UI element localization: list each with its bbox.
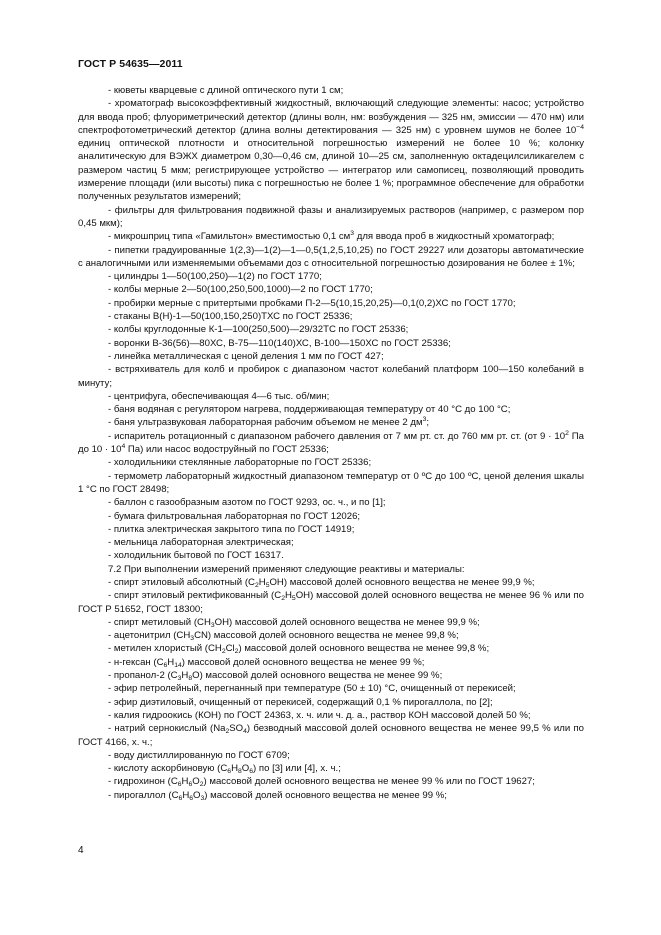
- paragraph-p08: [78, 297, 584, 310]
- paragraph-p25: [78, 563, 584, 576]
- paragraph-p02: [78, 97, 584, 203]
- subscript: 6: [188, 781, 193, 789]
- text-run: - мельница лабораторная электрическая;: [108, 537, 294, 549]
- subscript: 5: [291, 595, 296, 603]
- text-run: H: [181, 670, 189, 682]
- paragraph-p37: [78, 749, 584, 762]
- text-run: - центрифуга, обеспечивающая 4—6 тыс. об/мин;: [108, 390, 330, 402]
- text-run: - спирт этиловый ректификованный (C: [108, 590, 282, 602]
- text-run: OH) массовой долей основного вещества не менее 99,9 %;: [214, 616, 480, 628]
- document-header: ГОСТ Р 54635—2011: [78, 58, 183, 70]
- text-run: ) массовой долей основного вещества не менее 99 % или по ГОСТ 19627;: [203, 776, 535, 788]
- subscript: 6: [163, 661, 168, 669]
- text-run: CN) массовой долей основного вещества не менее 99,8 %;: [194, 630, 459, 642]
- paragraph-p33: [78, 682, 584, 695]
- subscript: 2: [254, 581, 259, 589]
- subscript: 4: [243, 728, 247, 736]
- text-run: Па) или насос водоструйный по ГОСТ 25336;: [125, 444, 329, 456]
- text-run: - испаритель ротационный с диапазоном рабочего давления от 7 мм рт. ст. до 760 мм рт. ст. (от 9 · 10: [108, 430, 566, 442]
- text-run: H: [167, 656, 175, 668]
- text-run: - баллон с газообразным азотом по ГОСТ 9293, ос. ч., и по [1];: [108, 497, 386, 509]
- text-run: H: [181, 776, 189, 788]
- text-run: SO: [229, 723, 244, 735]
- text-run: ) массовой долей основного вещества не менее 99 %;: [181, 656, 425, 668]
- paragraph-p07: [78, 283, 584, 296]
- text-run: O: [241, 763, 250, 775]
- paragraph-p05: [78, 244, 584, 271]
- paragraph-p30: [78, 642, 584, 655]
- paragraph-p24: [78, 549, 584, 562]
- page-number: 4: [78, 845, 84, 856]
- text-run: Cl: [225, 643, 235, 655]
- paragraph-p19: [78, 470, 584, 497]
- subscript: 2: [234, 648, 239, 656]
- subscript: 6: [189, 794, 194, 802]
- paragraph-p34: [78, 696, 584, 709]
- subscript: 2: [221, 648, 226, 656]
- text-run: - спирт метиловый (CH: [108, 616, 211, 628]
- text-run: O: [192, 776, 200, 788]
- text-run: ) массовой долей основного вещества не менее 99,8 %;: [238, 643, 490, 655]
- paragraph-p27: [78, 589, 584, 616]
- text-run: - кислоту аскорбиновую (C: [108, 763, 228, 775]
- text-run: - стаканы В(Н)-1—50(100,150,250)ТХС по ГОСТ 25336;: [108, 311, 353, 323]
- text-run: - хроматограф высокоэффективный жидкостный, включающий следующие элементы: насос; устройство для ввода проб; флуориметрический детектор (длины волн, нм: возбуждения — 325 нм, эмиссии — 470 нм) или спектрофотометрический детектор (длина волны детектирования — 325 нм) с уровнем шумов не более 10: [78, 98, 584, 136]
- text-run: - микрошприц типа «Гамильтон» вместимостью 0,1 см: [108, 231, 351, 243]
- text-run: - колбы круглодонные К-1—100(250,500)—29/32ТС по ГОСТ 25336;: [108, 324, 409, 336]
- text-run: - плитка электрическая закрытого типа по ГОСТ 14919;: [108, 523, 355, 535]
- text-run: - колбы мерные 2—50(100,250,500,1000)—2 по ГОСТ 1770;: [108, 284, 373, 296]
- paragraph-p09: [78, 310, 584, 323]
- text-run: O) массовой долей основного вещества не менее 99 %;: [192, 670, 443, 682]
- text-run: ) по [3] или [4], х. ч.;: [253, 763, 341, 775]
- paragraph-p28: [78, 616, 584, 629]
- text-run: - бумага фильтровальная лабораторная по ГОСТ 12026;: [108, 510, 361, 522]
- paragraph-p01: [78, 84, 584, 97]
- paragraph-p06: [78, 270, 584, 283]
- paragraph-p31: [78, 656, 584, 669]
- text-run: - баня ультразвуковая лабораторная рабочим объемом не менее 2 дм: [108, 417, 423, 429]
- text-run: 7.2 При выполнении измерений применяют следующие реактивы и материалы:: [108, 563, 465, 575]
- text-run: - воду дистиллированную по ГОСТ 6709;: [108, 749, 290, 761]
- text-run: - н-гексан (C: [108, 656, 164, 668]
- text-run: - гидрохинон (C: [108, 776, 178, 788]
- subscript: 2: [281, 595, 285, 603]
- subscript: 2: [199, 781, 204, 789]
- subscript: 3: [190, 635, 195, 643]
- text-run: ) массовой долей основного вещества не менее 99 %;: [204, 789, 447, 801]
- paragraph-p14: [78, 390, 584, 403]
- text-run: - линейка металлическая с ценой деления 1 мм по ГОСТ 427;: [108, 350, 384, 362]
- text-run: - встряхиватель для колб и пробирок с диапазоном частот колебаний платформ 100—150 колебаний в минуту;: [78, 364, 584, 389]
- text-run: - баня водяная с регулятором нагрева, поддерживающая температуру от 40 °С до 100 °С;: [108, 404, 511, 416]
- text-run: Па до 10 · 10: [78, 430, 584, 456]
- paragraph-p21: [78, 510, 584, 523]
- paragraph-p39: [78, 775, 584, 788]
- text-run: - пропанол-2 (C: [108, 670, 178, 682]
- text-run: - фильтры для фильтрования подвижной фазы и анализируемых растворов (например, с размером пор 0,45 мкм);: [78, 204, 584, 229]
- text-run: - метилен хлористый (CH: [108, 643, 222, 655]
- subscript: 6: [227, 768, 232, 776]
- paragraph-p23: [78, 536, 584, 549]
- text-run: единиц оптической плотности и относительной погрешностью измерений не более 10 %; колонку аналитическую для ВЭЖХ диаметром 0,30—0,46 см, длиной 10—25 см, заполненную октадецилсиликагелем с размером частиц 5 мкм; регистрирующее устройство — интегратор или самописец, позволяющий проводить измерение площади (или высоты) пика с погрешностью не более 1 %; программное обеспечение для обработки полученных результатов измерений;: [78, 138, 584, 203]
- paragraph-p04: [78, 230, 584, 243]
- text-run: - цилиндры 1—50(100,250)—1(2) по ГОСТ 1770;: [108, 271, 322, 283]
- document-body: [78, 84, 584, 802]
- paragraph-p15: [78, 403, 584, 416]
- text-run: ;: [426, 417, 430, 429]
- paragraph-p17: [78, 430, 584, 457]
- text-run: OH) массовой долей основного вещества не менее 96 % или по ГОСТ Р 51652, ГОСТ 18300;: [78, 590, 584, 615]
- paragraph-p38: [78, 762, 584, 775]
- text-run: - эфир диэтиловый, очищенный от перекисей, содержащий 0,1 % пирогаллола, по [2];: [108, 696, 493, 708]
- subscript: 6: [178, 794, 183, 802]
- superscript: 2: [565, 429, 569, 437]
- text-run: OH) массовой долей основного вещества не менее 99,9 %;: [269, 576, 535, 588]
- text-run: H: [284, 590, 292, 602]
- superscript: −4: [576, 123, 584, 131]
- text-run: - пробирки мерные с притертыми пробками П-2—5(10,15,20,25)—0,1(0,2)ХС по ГОСТ 1770;: [108, 297, 516, 309]
- text-run: ) безводный массовой долей основного вещества не менее 99,5 % или по ГОСТ 4166, х. ч.;: [78, 723, 584, 748]
- paragraph-p40: [78, 789, 584, 802]
- paragraph-p22: [78, 523, 584, 536]
- paragraph-p26: [78, 576, 584, 589]
- subscript: 5: [265, 581, 270, 589]
- text-run: - воронки В-36(56)—80ХС, В-75—110(140)ХС, В-100—150ХС по ГОСТ 25336;: [108, 337, 451, 349]
- text-run: - пирогаллол (C: [108, 789, 179, 801]
- text-run: H: [231, 763, 238, 775]
- paragraph-p10: [78, 323, 584, 336]
- text-run: - эфир петролейный, перегнанный при температуре (50 ± 10) °С, очищенный от перекисей;: [108, 683, 516, 695]
- paragraph-p16: [78, 416, 584, 429]
- subscript: 3: [177, 675, 182, 683]
- subscript: 14: [174, 661, 182, 669]
- paragraph-p29: [78, 629, 584, 642]
- text-run: - спирт этиловый абсолютный (C: [108, 576, 255, 588]
- text-run: - калия гидроокись (КОН) по ГОСТ 24363, х. ч. или ч. д. а., раствор КОН массовой долей 50 %;: [108, 709, 531, 721]
- paragraph-p32: [78, 669, 584, 682]
- text-run: - холодильник бытовой по ГОСТ 16317.: [108, 550, 284, 562]
- text-run: H: [258, 576, 266, 588]
- paragraph-p35: [78, 709, 584, 722]
- subscript: 3: [210, 621, 215, 629]
- paragraph-p20: [78, 496, 584, 509]
- paragraph-p18: [78, 456, 584, 469]
- text-run: O: [193, 789, 201, 801]
- subscript: 6: [177, 781, 182, 789]
- text-run: - натрий сернокислый (Na: [108, 723, 226, 735]
- subscript: 6: [249, 768, 254, 776]
- subscript: 8: [238, 768, 242, 776]
- text-run: для ввода проб в жидкостный хроматограф;: [354, 231, 555, 243]
- text-run: - ацетонитрил (CH: [108, 630, 191, 642]
- subscript: 8: [188, 675, 193, 683]
- text-run: - термометр лабораторный жидкостный диапазоном температур от 0 ºС до 100 ºС, ценой деления шкалы 1 °С по ГОСТ 28498;: [78, 470, 584, 495]
- subscript: 2: [225, 728, 230, 736]
- text-run: - кюветы кварцевые с длиной оптического пути 1 см;: [108, 85, 344, 96]
- text-run: - пипетки градуированные 1(2,3)—1(2)—1—0,5(1,2,5,10,25) по ГОСТ 29227 или дозаторы автоматические с аналогичными или изменяемыми объемами доз с относительной погрешностью дозирования не более ± 1%;: [78, 244, 584, 269]
- paragraph-p13: [78, 363, 584, 390]
- paragraph-p12: [78, 350, 584, 363]
- text-run: H: [182, 789, 190, 801]
- paragraph-p03: [78, 204, 584, 231]
- superscript: 4: [121, 443, 126, 451]
- paragraph-p11: [78, 337, 584, 350]
- subscript: 3: [200, 794, 205, 802]
- paragraph-p36: [78, 722, 584, 749]
- superscript: 3: [422, 416, 427, 424]
- superscript: 3: [350, 230, 355, 238]
- text-run: - холодильники стеклянные лабораторные по ГОСТ 25336;: [108, 457, 372, 469]
